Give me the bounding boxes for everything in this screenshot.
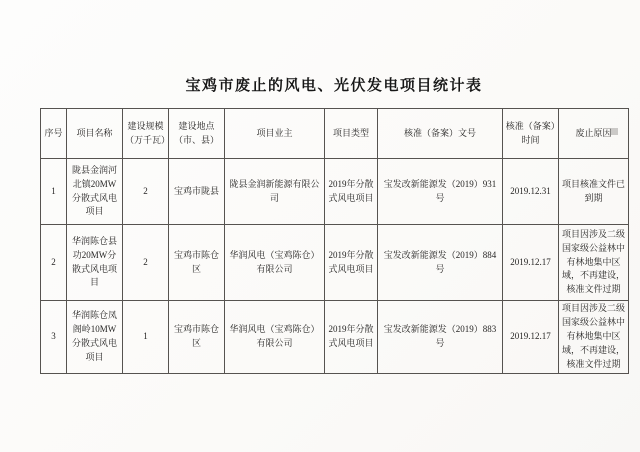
table-cell: 宝发改新能源发（2019）931号 <box>378 159 503 225</box>
table-row <box>41 301 629 374</box>
header-cell-approval-date: 核准（备案）时间 <box>503 109 559 159</box>
table-cell: 2019.12.31 <box>503 159 559 225</box>
table-cell: 2 <box>41 225 67 301</box>
table-cell: 华润陈仓凤阁岭10MW分散式风电项目 <box>67 301 123 374</box>
table-cell: 华润风电（宝鸡陈仓）有限公司 <box>225 225 325 301</box>
header-cell-project-name: 项目名称 <box>67 109 123 159</box>
table-row <box>41 225 629 301</box>
header-cell-location: 建设地点（市、县） <box>169 109 225 159</box>
table-cell: 陇县金润新能源有限公司 <box>225 159 325 225</box>
table-cell: 1 <box>123 301 169 374</box>
page-title: 宝鸡市废止的风电、光伏发电项目统计表 <box>185 78 483 94</box>
header-cell-scale: 建设规模（万千瓦） <box>123 109 169 159</box>
table-cell: 宝鸡市陈仓区 <box>169 225 225 301</box>
table-cell: 2 <box>123 225 169 301</box>
table-cell: 宝鸡市陈仓区 <box>169 301 225 374</box>
table-header-row <box>41 109 629 159</box>
table-header <box>41 109 629 159</box>
table-cell: 2019年分散式风电项目 <box>325 225 378 301</box>
table-cell: 宝发改新能源发（2019）883号 <box>378 301 503 374</box>
table-row <box>41 159 629 225</box>
scan-artifact <box>611 128 618 135</box>
table-cell: 项目核准文件已到期 <box>559 159 629 225</box>
header-cell-index: 序号 <box>41 109 67 159</box>
table-cell: 2019.12.17 <box>503 301 559 374</box>
header-cell-type: 项目类型 <box>325 109 378 159</box>
projects-table-container <box>40 108 629 374</box>
header-cell-reason: 废止原因 <box>559 109 629 159</box>
table-cell: 宝发改新能源发（2019）884号 <box>378 225 503 301</box>
table-cell: 3 <box>41 301 67 374</box>
table-cell: 2 <box>123 159 169 225</box>
table-cell: 华润陈仓县功20MW分散式风电项目 <box>67 225 123 301</box>
table-cell: 2019年分散式风电项目 <box>325 301 378 374</box>
table-cell: 2019年分散式风电项目 <box>325 159 378 225</box>
table-cell: 宝鸡市陇县 <box>169 159 225 225</box>
table-cell: 陇县金润河北镇20MW分散式风电项目 <box>67 159 123 225</box>
header-cell-approval-doc: 核准（备案）文号 <box>378 109 503 159</box>
table-cell: 项目因涉及二级国家级公益林中有林地集中区域，不再建设，核准文件过期 <box>559 225 629 301</box>
table-cell: 项目因涉及二级国家级公益林中有林地集中区域，不再建设，核准文件过期 <box>559 301 629 374</box>
projects-table <box>40 108 629 374</box>
table-cell: 华润风电（宝鸡陈仓）有限公司 <box>225 301 325 374</box>
header-cell-owner: 项目业主 <box>225 109 325 159</box>
table-cell: 1 <box>41 159 67 225</box>
table-cell: 2019.12.17 <box>503 225 559 301</box>
table-body <box>41 159 629 374</box>
